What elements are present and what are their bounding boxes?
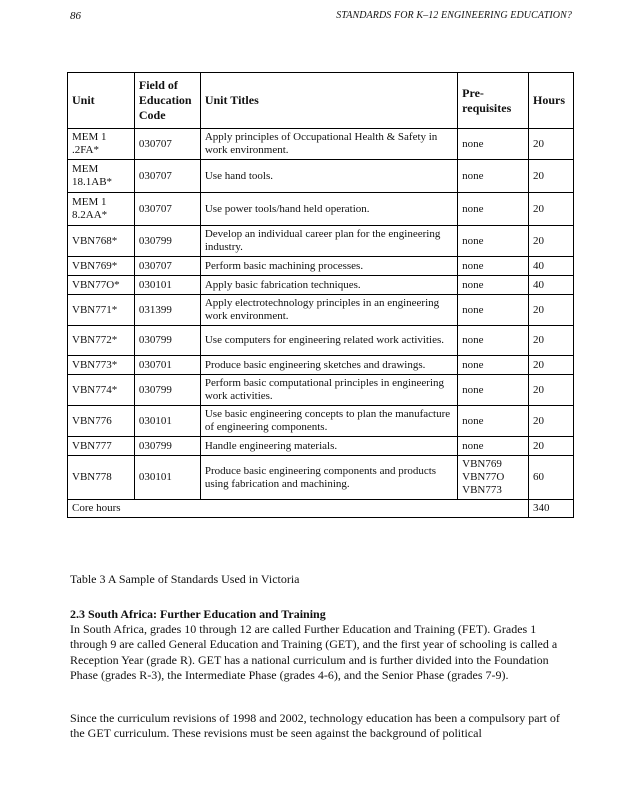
- field-code-cell: 031399: [134, 295, 200, 326]
- prerequisites-cell: [458, 375, 529, 406]
- standards-table: [67, 72, 574, 518]
- unit-title-cell: Produce basic engineering components and products using fabrication and machining.: [200, 456, 457, 500]
- unit-title-cell: Perform basic machining processes.: [200, 257, 457, 276]
- field-code-cell: 030101: [134, 406, 200, 437]
- prerequisite-item: none: [462, 383, 484, 396]
- column-header-hours: Hours: [529, 73, 574, 129]
- page-number: 86: [70, 10, 81, 22]
- prerequisite-item: none: [462, 169, 484, 182]
- unit-title-cell: Apply electrotechnology principles in an engineering work environment.: [200, 295, 457, 326]
- unit-title-cell: Apply principles of Occupational Health & Safety in work environment.: [200, 129, 457, 160]
- unit-cell: VBN778: [68, 456, 135, 500]
- field-code-cell: 030799: [134, 375, 200, 406]
- prerequisites-cell: [458, 276, 529, 295]
- unit-cell: MEM 1 .2FA*: [68, 129, 135, 160]
- table-header-row: [68, 73, 574, 129]
- prerequisites-cell: [458, 356, 529, 375]
- table-row: [68, 295, 574, 326]
- core-hours-label: Core hours: [68, 500, 529, 518]
- field-code-cell: 030707: [134, 193, 200, 226]
- prerequisite-item: none: [462, 414, 484, 427]
- prerequisites-cell: [458, 406, 529, 437]
- prerequisites-cell: [458, 326, 529, 356]
- unit-cell: VBN77O*: [68, 276, 135, 295]
- hours-cell: 20: [529, 437, 574, 456]
- table-row: [68, 160, 574, 193]
- unit-cell: VBN772*: [68, 326, 135, 356]
- unit-title-cell: Develop an individual career plan for the engineering industry.: [200, 226, 457, 257]
- running-title: STANDARDS FOR K–12 ENGINEERING EDUCATION?: [336, 10, 572, 21]
- table-row: [68, 276, 574, 295]
- unit-cell: VBN768*: [68, 226, 135, 257]
- prerequisites-cell: [458, 295, 529, 326]
- prerequisite-item: none: [462, 259, 484, 272]
- core-hours-row: [68, 500, 574, 518]
- column-header-field-code: Field of Education Code: [134, 73, 200, 129]
- prerequisite-item: VBN773: [462, 484, 502, 496]
- unit-cell: VBN777: [68, 437, 135, 456]
- unit-title-cell: Handle engineering materials.: [200, 437, 457, 456]
- hours-cell: 20: [529, 406, 574, 437]
- prerequisite-item: none: [462, 202, 484, 215]
- field-code-cell: 030701: [134, 356, 200, 375]
- unit-title-cell: Use computers for engineering related work activities.: [200, 326, 457, 356]
- column-header-unit-titles: Unit Titles: [200, 73, 457, 129]
- field-code-cell: 030799: [134, 326, 200, 356]
- prerequisites-cell: [458, 456, 529, 500]
- field-code-cell: 030707: [134, 257, 200, 276]
- prerequisite-item: none: [462, 303, 484, 316]
- unit-cell: VBN776: [68, 406, 135, 437]
- field-code-cell: 030101: [134, 276, 200, 295]
- unit-title-cell: Perform basic computational principles in engineering work activities.: [200, 375, 457, 406]
- hours-cell: 60: [529, 456, 574, 500]
- prerequisites-cell: [458, 129, 529, 160]
- column-header-prerequisites: Pre-requisites: [458, 73, 529, 129]
- field-code-cell: 030707: [134, 129, 200, 160]
- prerequisites-cell: [458, 160, 529, 193]
- hours-cell: 40: [529, 276, 574, 295]
- table-row: [68, 437, 574, 456]
- prerequisite-item: none: [462, 439, 484, 452]
- prerequisites-cell: [458, 226, 529, 257]
- table-row: [68, 226, 574, 257]
- table-row: [68, 257, 574, 276]
- prerequisites-cell: [458, 437, 529, 456]
- table-row: [68, 129, 574, 160]
- unit-cell: VBN771*: [68, 295, 135, 326]
- field-code-cell: 030799: [134, 226, 200, 257]
- unit-title-cell: Use basic engineering concepts to plan the manufacture of engineering components.: [200, 406, 457, 437]
- section-heading: 2.3 South Africa: Further Education and Training: [70, 607, 326, 621]
- body-paragraph: Since the curriculum revisions of 1998 and 2002, technology education has been a compulsory part of the GET curriculum. These revisions must be seen against the background of political: [70, 711, 560, 741]
- hours-cell: 20: [529, 160, 574, 193]
- field-code-cell: 030799: [134, 437, 200, 456]
- prerequisite-item: VBN769: [462, 458, 502, 470]
- column-header-unit: Unit: [68, 73, 135, 129]
- body-paragraph: In South Africa, grades 10 through 12 are called Further Education and Training (FET). Grades 1 through 9 are called General Education and Training (GET), and the first year of schooling is called a Reception Year (grade R). GET has a national curriculum and is further divided into the Foundation Phase (grades R-3), the Intermediate Phase (grades 4-6), and the Senior Phase (grades 7-9).: [70, 622, 558, 683]
- table-row: [68, 406, 574, 437]
- unit-title-cell: Use hand tools.: [200, 160, 457, 193]
- prerequisite-item: none: [462, 334, 484, 346]
- prerequisite-item: none: [462, 278, 484, 291]
- unit-cell: MEM 1 8.2AA*: [68, 193, 135, 226]
- table-row: [68, 375, 574, 406]
- prerequisite-item: none: [462, 234, 484, 247]
- prerequisite-item: none: [462, 358, 484, 371]
- table-caption: Table 3 A Sample of Standards Used in Victoria: [70, 572, 300, 586]
- core-hours-value: 340: [529, 500, 574, 518]
- table-row: [68, 193, 574, 226]
- hours-cell: 20: [529, 193, 574, 226]
- table-row: [68, 356, 574, 375]
- table-body: [68, 129, 574, 500]
- unit-cell: MEM 18.1AB*: [68, 160, 135, 193]
- hours-cell: 40: [529, 257, 574, 276]
- field-code-cell: 030101: [134, 456, 200, 500]
- prerequisites-cell: [458, 193, 529, 226]
- table-row: [68, 326, 574, 356]
- hours-cell: 20: [529, 356, 574, 375]
- hours-cell: 20: [529, 326, 574, 356]
- unit-title-cell: Use power tools/hand held operation.: [200, 193, 457, 226]
- unit-title-cell: Apply basic fabrication techniques.: [200, 276, 457, 295]
- hours-cell: 20: [529, 129, 574, 160]
- hours-cell: 20: [529, 375, 574, 406]
- hours-cell: 20: [529, 226, 574, 257]
- prerequisite-item: VBN77O: [462, 471, 505, 483]
- table-row: [68, 456, 574, 500]
- unit-cell: VBN769*: [68, 257, 135, 276]
- hours-cell: 20: [529, 295, 574, 326]
- unit-title-cell: Produce basic engineering sketches and drawings.: [200, 356, 457, 375]
- field-code-cell: 030707: [134, 160, 200, 193]
- unit-cell: VBN774*: [68, 375, 135, 406]
- prerequisite-item: none: [462, 137, 484, 150]
- prerequisites-cell: [458, 257, 529, 276]
- unit-cell: VBN773*: [68, 356, 135, 375]
